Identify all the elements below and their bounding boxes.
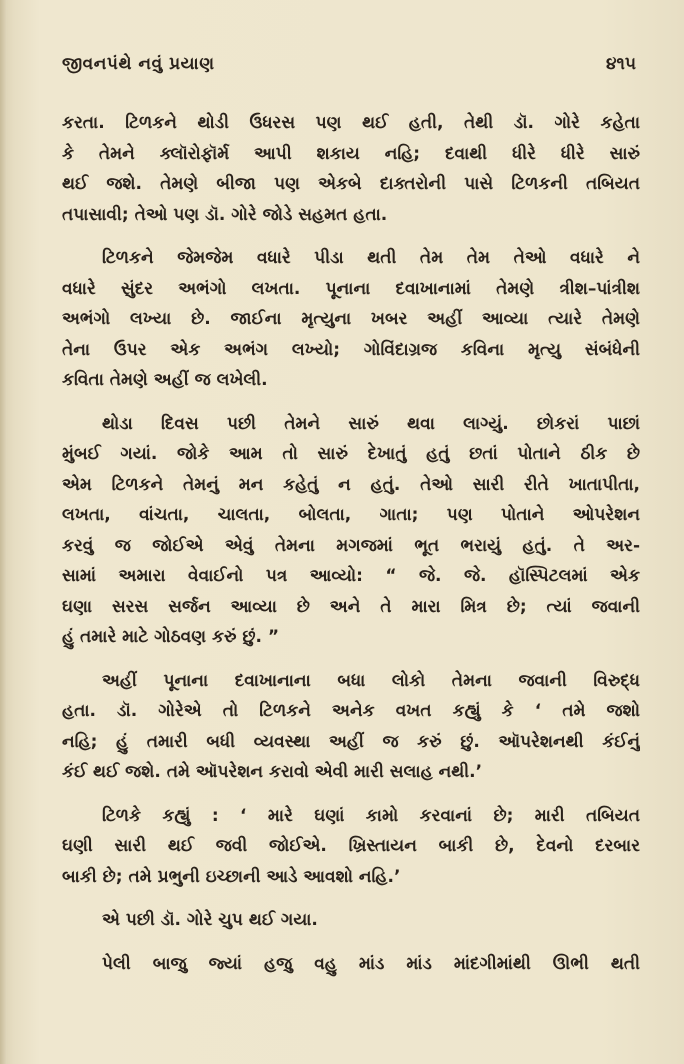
running-title: જીવનપંથે નવું પ્રયાણ xyxy=(62,54,215,74)
text-line: હું તમારે માટે ગોઠવણ કરું છું. ” xyxy=(62,627,280,647)
paragraph xyxy=(62,409,640,653)
text-line: સામાં અમારા વેવાઈનો પત્ર આવ્યો: “ જે. જે. હૉસ્પિટલમાં એક xyxy=(62,566,640,586)
page-binding-edge xyxy=(0,0,6,1064)
text-line: તેના ઉપર એક અભંગ લખ્યો; ગોવિંદાગ્રજ કવિના મૃત્યુ સંબંધેની xyxy=(62,339,640,360)
paragraph xyxy=(62,666,640,788)
text-line: કરતા. ટિળકને થોડી ઉધરસ પણ થઈ હતી, તેથી ડૉ. ગોરે કહેતા xyxy=(62,113,640,133)
text-line: એમ ટિળકને તેમનું મન કહેતું ન હતું. તેઓ સારી રીતે ખાતાપીતા, xyxy=(62,474,640,495)
text-line: તપાસાવી; તેઓ પણ ડૉ. ગોરે જોડે સહમત હતા. xyxy=(62,204,388,225)
text-line: અહીં પૂનાના દવાખાનાના બધા લોકો તેમના જવાની વિરુદ્ધ xyxy=(102,670,640,691)
text-line: ટિળકે કહ્યું : ‘ મારે ઘણાં કામો કરવાનાં છે; મારી તબિયત xyxy=(102,805,640,826)
body-text xyxy=(62,108,640,992)
text-line: થઈ જશે. તેમણે બીજા પણ એકબે દાક્તરોની પાસે ટિળકની તબિયત xyxy=(62,174,640,194)
page-header xyxy=(62,54,636,84)
text-line: લખતા, વાંચતા, ચાલતા, બોલતા, ગાતા; પણ પોતાને ઓપરેશન xyxy=(62,505,640,525)
text-line: મુંબઈ ગયાં. જોકે આમ તો સારું દેખાતું હતું છતાં પોતાને ઠીક છે xyxy=(62,444,640,464)
paragraph xyxy=(62,905,640,936)
text-line: ઘણા સરસ સર્જન આવ્યા છે અને તે મારા મિત્ર છે; ત્યાં જવાની xyxy=(62,596,640,617)
text-line: કરવું જ જોઈએ એવું તેમના મગજમાં ભૂત ભરાયું હતું. તે અર- xyxy=(62,535,640,556)
text-line: કંઈ થઈ જશે. તમે ઑપરેશન કરાવો એવી મારી સલાહ નથી.’ xyxy=(62,762,483,782)
text-line: અભંગો લખ્યા છે. જાઈના મૃત્યુના ખબર અહીં આવ્યા ત્યારે તેમણે xyxy=(62,309,640,329)
text-line: હતા. ડૉ. ગોરેએ તો ટિળકને અનેક વખત કહ્યું કે ‘ તમે જશો xyxy=(62,701,640,721)
text-line: થોડા દિવસ પછી તેમને સારું થવા લાગ્યું. છોકરાં પાછાં xyxy=(102,413,640,434)
text-line: નહિ; હું તમારી બધી વ્યવસ્થા અહીં જ કરું છું. ઑપરેશનથી કંઈનું xyxy=(62,731,640,752)
paragraph xyxy=(62,243,640,396)
page-number: ૪૧૫ xyxy=(605,54,636,74)
paragraph xyxy=(62,801,640,893)
text-line: કે તેમને ક્લૉરોફૉર્મ આપી શકાય નહિ; દવાથી ધીરે ધીરે સારું xyxy=(62,143,640,164)
text-line: વધારે સુંદર અભંગો લખતા. પૂનાના દવાખાનામાં તેમણે ત્રીશ–પાંત્રીશ xyxy=(62,278,640,299)
text-line: કવિતા તેમણે અહીં જ લખેલી. xyxy=(62,370,268,390)
text-line: ટિળકને જેમજેમ વધારે પીડા થતી તેમ તેમ તેઓ વધારે ને xyxy=(102,248,640,268)
paragraph xyxy=(62,949,640,980)
text-line: ઘણી સારી થઈ જવી જોઈએ. ખ્રિસ્તાયન બાકી છે, દેવનો દરબાર xyxy=(62,836,640,856)
text-line: બાકી છે; તમે પ્રભુની ઇચ્છાની આડે આવશો નહિ.’ xyxy=(62,866,401,887)
text-line: પેલી બાજુ જ્યાં હજુ વહુ માંડ માંડ માંદગીમાંથી ઊભી થતી xyxy=(102,953,640,974)
paragraph xyxy=(62,108,640,230)
text-line: એ પછી ડૉ. ગોરે ચુપ થઈ ગયા. xyxy=(102,910,318,930)
